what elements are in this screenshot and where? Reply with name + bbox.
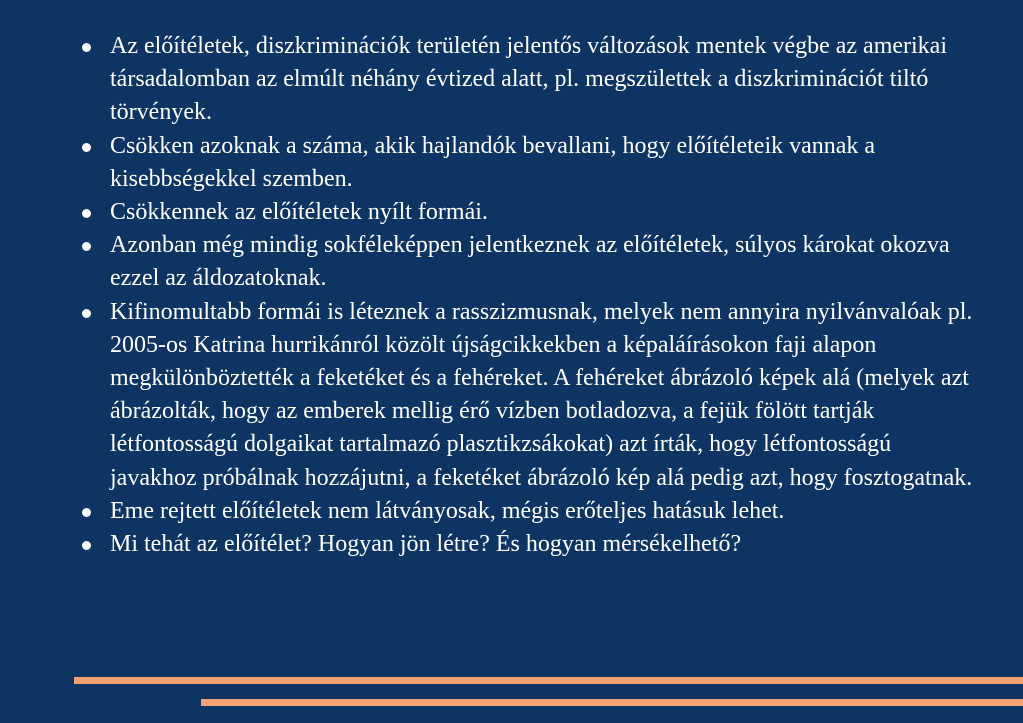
accent-stripe-bottom <box>201 699 1023 706</box>
bullet-text: Az előítéletek, diszkriminációk területén jelentős változások mentek végbe az amerikai társadalomban az elmúlt néhány évtized alatt, pl. megszülettek a diszkriminációt tiltó törvények. <box>110 33 947 126</box>
bullet-dot-icon <box>82 209 91 218</box>
bullet-text: Mi tehát az előítélet? Hogyan jön létre? És hogyan mérsékelhető? <box>110 531 742 558</box>
bullet-item <box>78 495 978 528</box>
bullet-item <box>78 196 978 229</box>
bullet-dot-icon <box>82 508 91 517</box>
bullet-dot-icon <box>82 43 91 52</box>
bullet-text: Csökken azoknak a száma, akik hajlandók bevallani, hogy előítéleteik vannak a kisebbségekkel szemben. <box>110 132 876 192</box>
bullet-dot-icon <box>82 242 91 251</box>
bullet-dot-icon <box>82 143 91 152</box>
bullet-text: Kifinomultabb formái is léteznek a rasszizmusnak, melyek nem annyira nyilvánvalóak pl. 2005-os Katrina hurrikánról közölt újságcikkekben a képaláírásokon faji alapon megkülönböztették a feketéket és a fehéreket. A fehéreket ábrázoló képek alá (melyek azt ábrázolták, hogy az emberek mellig érő vízben botladozva, a fejük fölött tartják létfontosságú dolgaikat tartalmazó plasztikzsákokat) azt írták, hogy létfontosságú javakhoz próbálnak hozzájutni, a feketéket ábrázoló kép alá pedig azt, hogy fosztogatnak. <box>110 298 973 491</box>
bullet-item <box>78 528 978 561</box>
bullet-list <box>78 30 978 561</box>
bullet-item <box>78 296 978 495</box>
bullet-dot-icon <box>82 309 91 318</box>
bullet-text: Eme rejtett előítéletek nem látványosak, mégis erőteljes hatásuk lehet. <box>110 497 785 524</box>
bullet-item <box>78 30 978 130</box>
bullet-item <box>78 130 978 196</box>
bullet-text: Azonban még mindig sokféleképpen jelentkeznek az előítéletek, súlyos károkat okozva ezzel az áldozatoknak. <box>110 232 950 292</box>
accent-stripe-top <box>74 677 1023 684</box>
bullet-text: Csökkennek az előítéletek nyílt formái. <box>110 199 488 226</box>
bullet-dot-icon <box>82 541 91 550</box>
bullet-item <box>78 229 978 295</box>
